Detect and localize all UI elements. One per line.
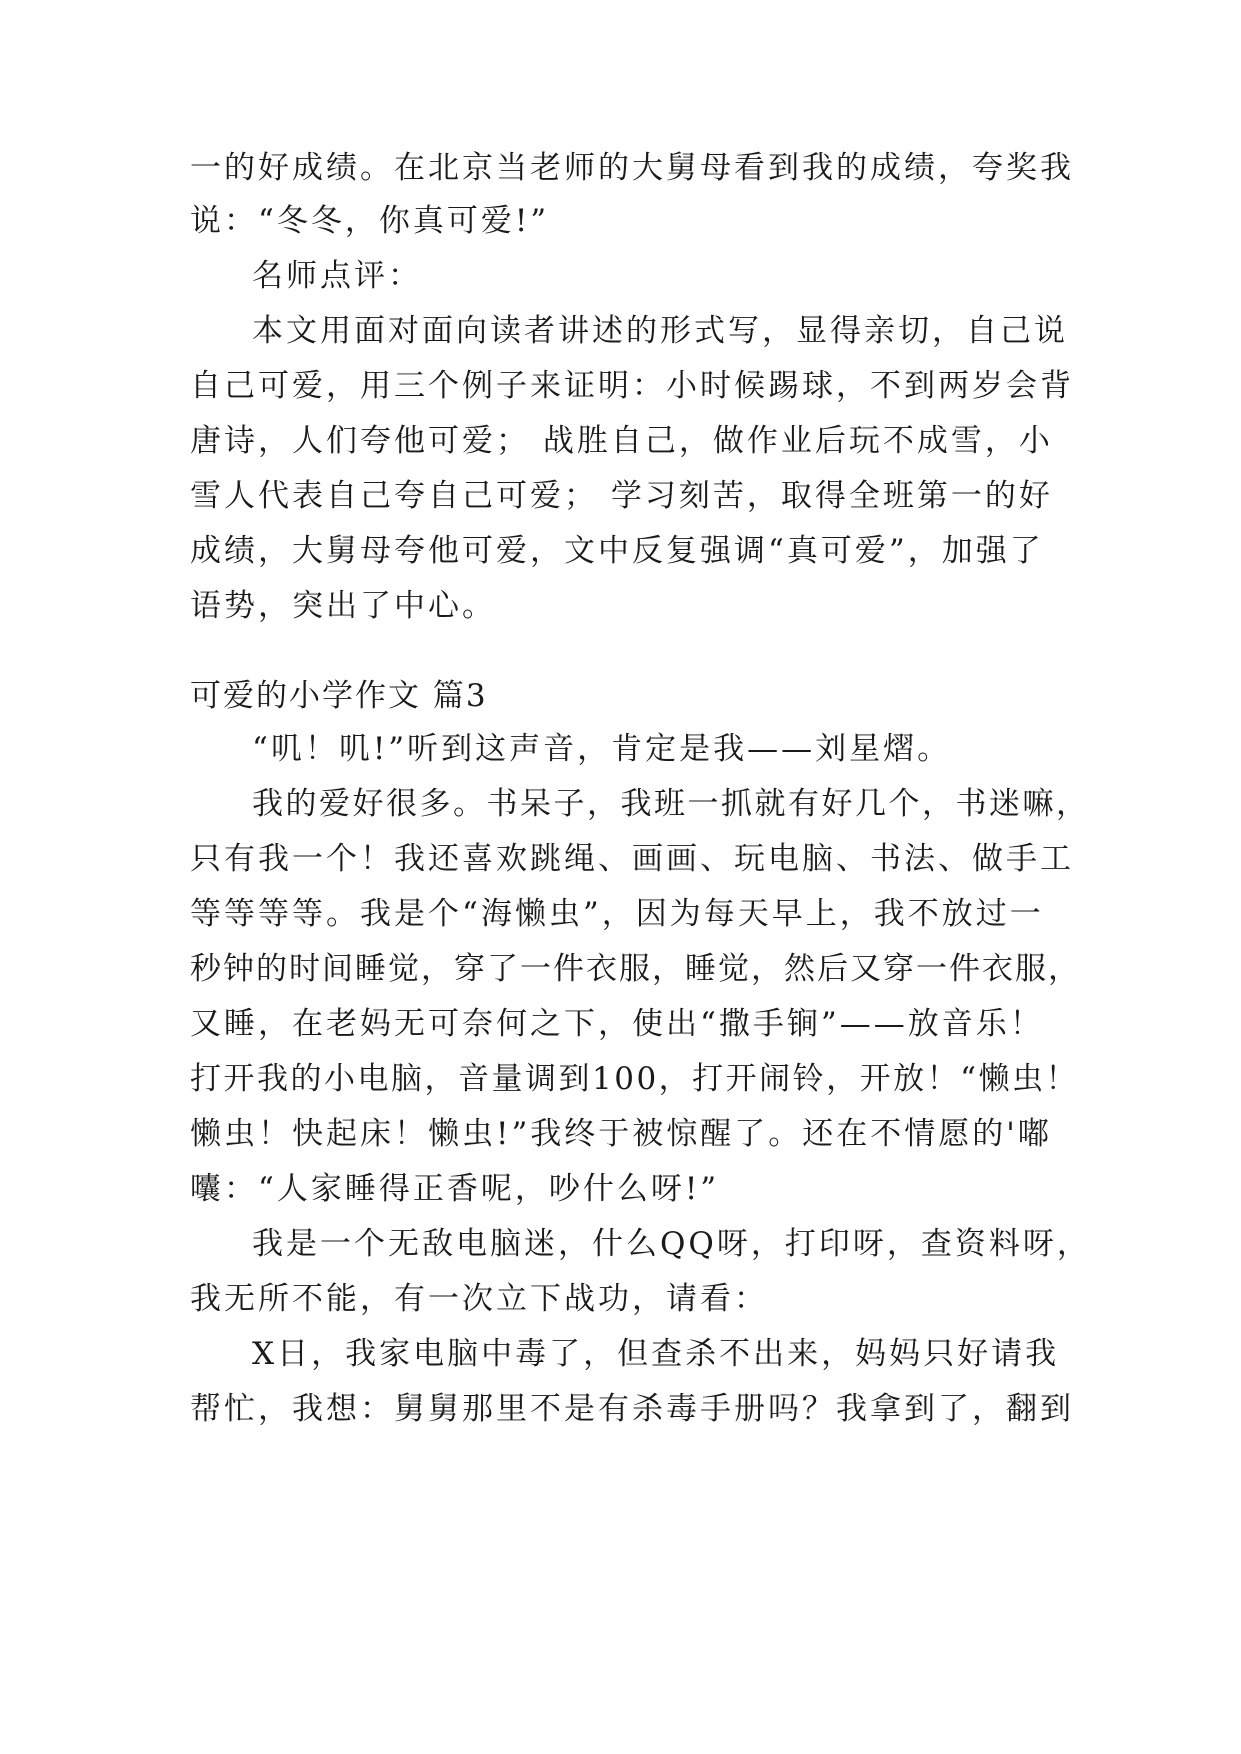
text-line: 打开我的小电脑，音量调到100，打开闹铃，开放！“懒虫！ (190, 1061, 1080, 1097)
text-line: 囔：“人家睡得正香呢，吵什么呀!” (190, 1171, 720, 1207)
text-line: 一的好成绩。在北京当老师的大舅母看到我的成绩，夸奖我 (190, 150, 1074, 186)
text-line: 我无所不能，有一次立下战功，请看： (190, 1281, 768, 1317)
text-line: X日，我家电脑中毒了，但查杀不出来，妈妈只好请我 (252, 1336, 1060, 1372)
text-line: 又睡，在老妈无可奈何之下，使出“撒手锏”——放音乐！ (190, 1006, 1044, 1042)
text-line: 等等等等。我是个“海懒虫”，因为每天早上，我不放过一 (190, 896, 1044, 932)
text-line: 说：“冬冬，你真可爱!” (190, 203, 550, 239)
text-line: 自己可爱，用三个例子来证明：小时候踢球，不到两岁会背 (190, 368, 1074, 404)
section-title: 可爱的小学作文 篇3 (190, 678, 488, 714)
text-line: 懒虫！快起床！懒虫!”我终于被惊醒了。还在不情愿的'嘟 (190, 1116, 1052, 1152)
text-line: 唐诗，人们夸他可爱； 战胜自己，做作业后玩不成雪，小 (190, 423, 1053, 459)
text-line: 只有我一个！我还喜欢跳绳、画画、玩电脑、书法、做手工 (190, 841, 1074, 877)
text-line: 语势，突出了中心。 (190, 588, 496, 624)
text-line: 我是一个无敌电脑迷，什么QQ呀，打印呀，查资料呀， (252, 1226, 1091, 1262)
text-line: 雪人代表自己夸自己可爱； 学习刻苦，取得全班第一的好 (190, 478, 1053, 514)
review-label: 名师点评： (252, 258, 422, 294)
text-line: 我的爱好很多。书呆子，我班一抓就有好几个，书迷嘛， (252, 786, 1090, 822)
text-line: 帮忙，我想：舅舅那里不是有杀毒手册吗？我拿到了，翻到 (190, 1391, 1074, 1427)
text-line: “叽！叽!”听到这声音，肯定是我——刘星熠。 (252, 731, 952, 767)
text-line: 秒钟的时间睡觉，穿了一件衣服，睡觉，然后又穿一件衣服， (190, 951, 1081, 987)
text-line: 成绩，大舅母夸他可爱，文中反复强调“真可爱”，加强了 (190, 533, 1044, 569)
text-line: 本文用面对面向读者讲述的形式写，显得亲切，自己说 (252, 313, 1068, 349)
